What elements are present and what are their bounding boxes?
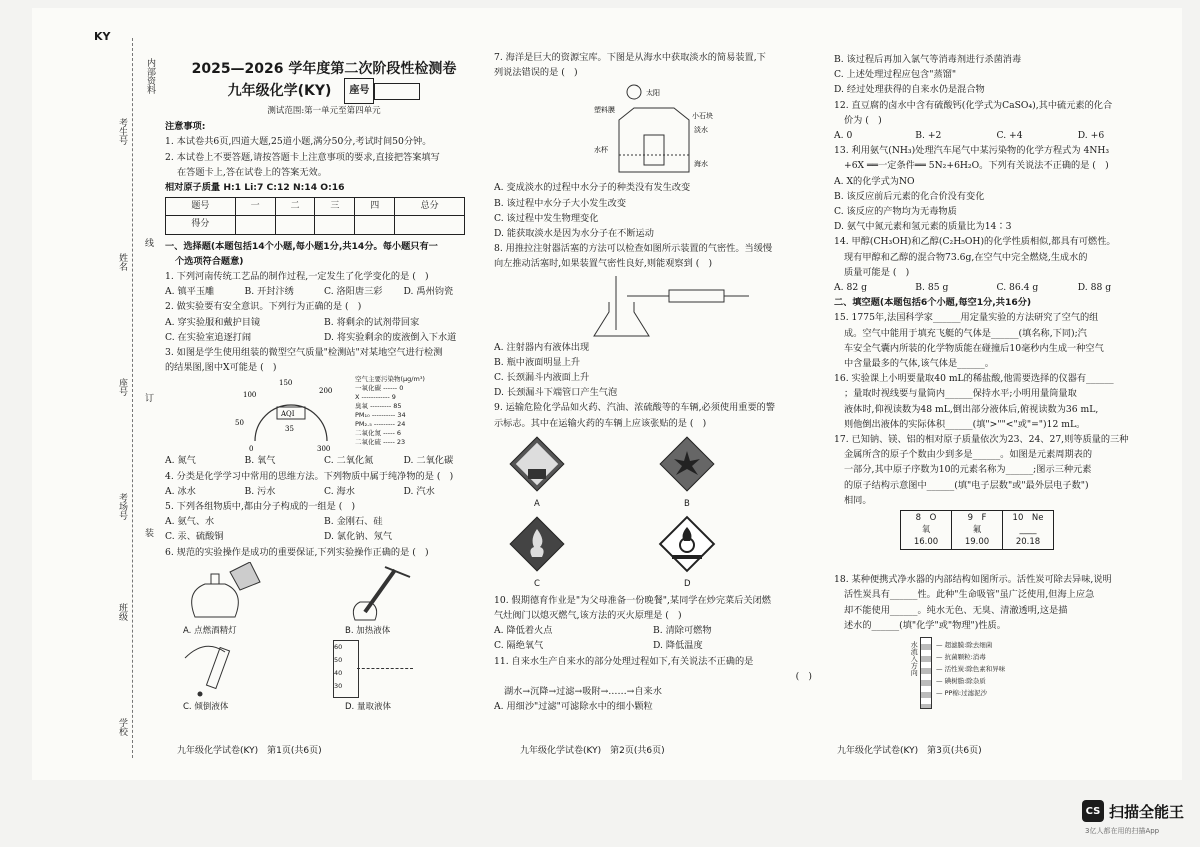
atomic-masses: 相对原子质量 H:1 Li:7 C:12 N:14 O:16 — [165, 182, 345, 194]
syringe-flask-apparatus — [589, 272, 759, 340]
measuring-cylinder-figure — [333, 640, 359, 698]
option: C. 二氧化氮 — [324, 455, 374, 467]
q8-option-c: C. 长颈漏斗内液面上升 — [494, 372, 590, 384]
score-cell — [235, 216, 275, 234]
element-name: 氧 — [921, 525, 931, 536]
gauge-tick: 300 — [317, 445, 331, 454]
gauge-tick: 200 — [319, 387, 333, 396]
water-treatment-flow: 湖水→沉降→过滤→吸附→……→自来水 — [504, 686, 662, 698]
hazard-sign-oxidizer-icon — [656, 513, 718, 575]
element-number: 10 Ne — [1012, 513, 1044, 524]
binding-label-school: 学校 — [117, 718, 127, 736]
q7-option-c: C. 该过程中发生物理变化 — [494, 212, 599, 224]
option: B. +2 — [915, 130, 942, 142]
question-18-cont3: 述水的______(填"化学"或"物理")性质。 — [844, 619, 1006, 631]
question-11: 11. 自来水生产自来水的部分处理过程如下,有关说法不正确的是 — [494, 655, 754, 667]
question-17-cont: 金属所含的原子个数由少到多是______。如图是元素周期表的 — [844, 449, 1093, 461]
question-10-options — [494, 623, 812, 638]
question-1: 1. 下列河南传统工艺品的制作过程,一定发生了化学变化的是 ( ) — [165, 271, 429, 283]
hazard-signs — [494, 431, 812, 593]
sign-label-c: C — [534, 578, 540, 589]
aqi-gauge — [235, 375, 345, 453]
element-cell-oxygen — [901, 511, 952, 550]
binding-label-class: 班级 — [117, 603, 127, 621]
note-2: 2. 本试卷上不要答题,请按答题卡上注意事项的要求,直接把答案填写 — [165, 151, 440, 163]
question-15-cont: 成。空气中能用于填充飞艇的气体是______(填名称,下同);汽 — [844, 327, 1087, 339]
element-cell-neon — [1003, 511, 1054, 550]
binding-mark-zhuang: 装 — [143, 528, 153, 537]
question-8: 8. 用推拉注射器活塞的方法可以检查如图所示装置的气密性。当缓慢 — [494, 243, 773, 255]
question-17-cont2: 一部分,其中原子序数为10的元素名称为______;图示三种元素 — [844, 464, 1092, 476]
score-header-cell: 总分 — [395, 198, 465, 216]
legend-title: 空气主要污染物(μg/m³) — [355, 375, 425, 384]
desalination-apparatus — [594, 80, 734, 180]
notes-heading: 注意事项: — [165, 121, 206, 133]
question-14: 14. 甲醇(CH₃OH)和乙醇(C₂H₅OH)的化学性质相似,都具有可燃性。 — [834, 236, 1116, 248]
legend-row: PM₂.₅ --------- 24 — [355, 420, 406, 429]
option: A. 降低着火点 — [494, 625, 553, 637]
option: B. 将剩余的试剂带回家 — [324, 316, 420, 328]
score-header-cell: 四 — [355, 198, 395, 216]
question-5-options — [165, 514, 483, 529]
page-1-footer: 九年级化学试卷(KY) 第1页(共6页) — [177, 746, 322, 756]
page-1-column — [165, 60, 483, 710]
question-11-paren: ( ) — [795, 670, 812, 682]
question-7-cont: 列说法错误的是 ( ) — [494, 67, 578, 79]
app-badge-icon: CS — [1082, 800, 1104, 822]
question-9-cont: 示标志。其中在运输火药的车辆上应该张贴的是 ( ) — [494, 417, 707, 429]
legend-row: 二氧化氮 ----- 6 — [355, 429, 402, 438]
question-10-cont: 气灶阀门以熄灭燃气,该方法的灭火原理是 ( ) — [494, 610, 682, 622]
exam-subtitle: 九年级化学(KY) 座号 — [165, 78, 483, 104]
question-2-options — [165, 315, 483, 330]
q7-option-d: D. 能获取淡水是因为水分子在不断运动 — [494, 228, 654, 240]
cylinder-tick: 40 — [334, 668, 343, 677]
binding-label-seat: 座号 — [117, 378, 127, 396]
option: B. 氧气 — [244, 455, 276, 467]
legend-row: 一氧化碳 ------ 0 — [355, 384, 404, 393]
page-3-column — [834, 52, 1159, 713]
score-header-cell: 三 — [315, 198, 355, 216]
score-table — [165, 197, 465, 234]
question-2: 2. 做实验要有安全意识。下列行为正确的是 ( ) — [165, 301, 362, 313]
score-header-cell: 一 — [235, 198, 275, 216]
filter-layer-labels — [936, 639, 1005, 699]
question-13: 13. 利用氨气(NH₃)处理汽车尾气中某污染物的化学方程式为 4NH₃ — [834, 145, 1110, 157]
question-15: 15. 1775年,法国科学家______用定量实验的方法研究了空气的组 — [834, 312, 1099, 324]
question-9: 9. 运输危险化学品如火药、汽油、浓硫酸等的车辆,必须使用重要的警 — [494, 402, 776, 414]
question-18: 18. 某种便携式净水器的内部结构如图所示。活性炭可除去异味,说明 — [834, 574, 1112, 586]
question-14-cont: 现有甲醇和乙醇的混合物73.6g,在空气中完全燃烧,生成水的 — [844, 251, 1088, 263]
q8-option-d: D. 长颈漏斗下端管口产生气泡 — [494, 387, 618, 399]
cylinder-tick: 30 — [334, 681, 343, 690]
element-mass: 16.00 — [913, 537, 939, 548]
score-header-cell: 题号 — [166, 198, 236, 216]
seat-box — [374, 83, 420, 100]
question-4-options — [165, 484, 483, 499]
score-header-cell: 二 — [275, 198, 315, 216]
question-5: 5. 下列各组物质中,都由分子构成的一组是 ( ) — [165, 501, 356, 513]
question-16: 16. 实验课上小明要量取40 mL的稀盐酸,他需要选择的仪器有______ — [834, 373, 1114, 385]
question-12-options — [834, 128, 1159, 143]
question-17: 17. 已知钠、镁、铝的相对原子质量依次为23、24、27,则等质量的三种 — [834, 434, 1129, 446]
filter-tube — [920, 637, 932, 709]
question-6: 6. 规范的实验操作是成功的重要保证,下列实验操作正确的是 ( ) — [165, 546, 429, 558]
option: D. 将实验剩余的废液倒入下水道 — [324, 331, 457, 343]
cylinder-tick: 60 — [334, 642, 343, 651]
score-row-label: 得分 — [166, 216, 236, 234]
q6-figures — [165, 560, 483, 710]
desalination-figure — [494, 80, 812, 180]
gauge-value: 35 — [285, 425, 294, 434]
hazard-sign-flammable-icon — [506, 513, 568, 575]
question-16-cont3: 则他倒出液体的实际体积______(填">""<"或"=")12 mL。 — [844, 418, 1086, 430]
filter-layer: — 抗菌颗粒:消毒 — [936, 652, 986, 661]
section-1-heading: 一、选择题(本题包括14个小题,每小题1分,共14分。每小题只有一 — [165, 240, 438, 252]
option: C. +4 — [996, 130, 1023, 142]
score-cell — [395, 216, 465, 234]
question-16-cont: ；量取时视线要与量筒内______保持水平;小明用量筒量取 — [844, 388, 1077, 400]
figure-label: 水杯 — [594, 146, 608, 155]
q11-option-c: C. 上述处理过程应包含"蒸馏" — [834, 69, 957, 81]
q13-option-b: B. 该反应前后元素的化合价没有变化 — [834, 190, 985, 202]
scanner-app-logo — [1082, 800, 1184, 822]
option: A. 镇平玉雕 — [165, 286, 215, 298]
q8-option-b: B. 瓶中液面明显上升 — [494, 356, 581, 368]
question-3-cont: 的结果图,图中X可能是 ( ) — [165, 362, 277, 374]
gauge-label: AQI — [281, 410, 295, 419]
seat-label: 座号 — [344, 78, 374, 104]
option-b-caption: B. 加热液体 — [345, 625, 391, 636]
exam-sheet — [32, 8, 1182, 780]
filter-layer: — 超滤膜:除去细菌 — [936, 640, 993, 649]
filter-layer: — 活性炭:除色素和异味 — [936, 664, 1006, 673]
gauge-tick: 150 — [279, 379, 293, 388]
q11-option-a: A. 用细沙"过滤"可滤除水中的细小颗粒 — [494, 701, 653, 713]
binding-mark-ding: 订 — [143, 393, 153, 402]
hazard-sign-corrosive-icon — [506, 433, 568, 495]
element-name-blank: ____ — [1019, 525, 1037, 536]
pollutant-legend — [355, 375, 425, 447]
page-3-footer: 九年级化学试卷(KY) 第3页(共6页) — [837, 746, 982, 756]
option: B. 85 g — [915, 282, 949, 294]
q7-option-a: A. 变成淡水的过程中水分子的种类没有发生改变 — [494, 182, 691, 194]
element-mass: 19.00 — [964, 537, 990, 548]
binding-margin — [94, 38, 164, 758]
heating-liquid-figure — [335, 562, 425, 622]
question-15-cont3: 中含量最多的气体,该气体是______。 — [844, 358, 994, 370]
alcohol-lamp-figure — [175, 562, 265, 622]
question-2-options — [165, 330, 483, 345]
option: C. 海水 — [324, 485, 355, 497]
binding-label-room: 考场号 — [117, 493, 127, 520]
gauge-tick: 100 — [243, 391, 257, 400]
option: C. 在实验室追逐打闹 — [165, 331, 252, 343]
option-a-caption: A. 点燃酒精灯 — [183, 625, 237, 636]
section-1-heading-cont: 个选项符合题意) — [175, 255, 244, 267]
hazard-sign-explosive-icon — [656, 433, 718, 495]
binding-top-note: 内部资料 — [145, 58, 155, 94]
note-1: 1. 本试卷共6页,四道大题,25道小题,满分50分,考试时间50分钟。 — [165, 136, 432, 148]
gauge-tick: 0 — [249, 445, 254, 454]
option: B. 开封汴绣 — [244, 286, 294, 298]
q8-option-a: A. 注射器内有液体出现 — [494, 341, 590, 353]
note-3: 在答题卡上,答在试卷上的答案无效。 — [177, 166, 327, 178]
periodic-table-figure — [834, 508, 1159, 572]
figure-label: 小石块 — [692, 112, 713, 121]
option: D. +6 — [1077, 130, 1105, 142]
option: D. 汽水 — [403, 485, 435, 497]
app-name: 扫描全能王 — [1109, 802, 1185, 821]
air-quality-figure — [165, 375, 483, 453]
option-c-caption: C. 倾倒液体 — [183, 701, 229, 712]
question-12: 12. 直豆腐的卤水中含有硫酸钙(化学式为CaSO₄),其中硫元素的化合 — [834, 99, 1113, 111]
page-2-column — [494, 50, 812, 714]
q7-option-b: B. 该过程中水分子大小发生改变 — [494, 197, 627, 209]
option: D. 禹州钧瓷 — [403, 286, 454, 298]
q13-option-c: C. 该反应的产物均为无毒物质 — [834, 206, 957, 218]
option-d-caption: D. 量取液体 — [345, 701, 391, 712]
water-filter-figure — [834, 633, 1159, 713]
figure-label: 太阳 — [646, 89, 660, 98]
sign-label-a: A — [534, 498, 540, 509]
question-3: 3. 如图是学生使用组装的微型空气质量"检测站"对某地空气进行检测 — [165, 347, 443, 359]
airtightness-figure — [494, 272, 812, 340]
question-16-cont2: 液体时,仰视读数为48 mL,倒出部分液体后,俯视读数为36 mL, — [844, 403, 1099, 415]
sign-label-b: B — [684, 498, 690, 509]
cylinder-tick: 50 — [334, 655, 343, 664]
option: A. 0 — [834, 130, 853, 142]
q11-option-b: B. 该过程后再加入氯气等消毒剂进行杀菌消毒 — [834, 54, 1022, 65]
option: A. 氨气、水 — [165, 516, 215, 528]
option: D. 88 g — [1077, 282, 1112, 294]
figure-label: 淡水 — [694, 126, 708, 135]
question-8-cont: 向左推动活塞时,如果装置气密性良好,则能观察到 ( ) — [494, 258, 713, 270]
legend-row: 二氧化硫 ----- 23 — [355, 438, 406, 447]
question-14-cont2: 质量可能是 ( ) — [844, 266, 910, 278]
question-13-equation: +6X ══一定条件══ 5N₂+6H₂O。下列有关说法不正确的是 ( ) — [844, 160, 1109, 172]
question-4: 4. 分类是化学学习中常用的思维方法。下列物质中属于纯净物的是 ( ) — [165, 470, 454, 482]
option: C. 隔绝氧气 — [494, 640, 544, 652]
question-5-options — [165, 529, 483, 544]
figure-label: 海水 — [694, 160, 708, 169]
score-cell — [275, 216, 315, 234]
question-10-options — [494, 638, 812, 653]
option: B. 清除可燃物 — [653, 625, 712, 637]
legend-row: PM₁₀ ---------- 34 — [355, 411, 406, 420]
option: A. 穿实验服和戴护目镜 — [165, 316, 261, 328]
binding-mark-line: 线 — [143, 238, 153, 247]
exam-title: 2025—2026 学年度第二次阶段性检测卷 — [191, 61, 457, 77]
element-mass: 20.18 — [1015, 537, 1041, 548]
option: D. 二氧化碳 — [403, 455, 454, 467]
score-cell — [355, 216, 395, 234]
filter-layer: — 碘树脂:除杂质 — [936, 676, 986, 685]
q13-option-a: A. X的化学式为NO — [834, 175, 915, 187]
periodic-table-fragment — [900, 510, 1054, 550]
option: C. 86.4 g — [996, 282, 1039, 294]
flow-direction-label: 水流入方向 — [910, 640, 919, 676]
option: C. 洛阳唐三彩 — [324, 286, 383, 298]
question-17-cont4: 相同。 — [844, 494, 872, 506]
question-14-options — [834, 280, 1159, 295]
figure-label: 塑料膜 — [594, 106, 615, 115]
element-cell-fluorine — [952, 511, 1003, 550]
eye-sightline — [357, 668, 413, 669]
page-2-footer: 九年级化学试卷(KY) 第2页(共6页) — [520, 746, 665, 756]
question-12-cont: 价为 ( ) — [844, 114, 882, 126]
option: A. 氮气 — [165, 455, 196, 467]
option: B. 污水 — [244, 485, 276, 497]
question-18-cont: 活性炭具有______性。此种"生命吸管"虽广泛使用,但海上应急 — [844, 589, 1095, 601]
element-number: 8 O — [915, 513, 937, 524]
legend-row: X ------------ 9 — [355, 393, 396, 402]
option: A. 82 g — [834, 282, 867, 294]
question-10: 10. 假期德育作业是"为父母准备一份晚餐",某同学在炒完菜后关闭燃 — [494, 594, 771, 606]
question-7: 7. 海洋是巨大的资源宝库。下图是从海水中获取淡水的简易装置,下 — [494, 52, 766, 63]
corner-code: KY — [94, 30, 111, 43]
question-15-cont2: 车安全气囊内所装的化学物质能在碰撞后10毫秒内生成一种空气 — [844, 342, 1104, 354]
filter-layer: — PP棉:过滤泥沙 — [936, 688, 988, 697]
q13-option-d: D. 氨气中氮元素和氢元素的质量比为14∶3 — [834, 221, 1012, 233]
gauge-tick: 50 — [235, 419, 244, 428]
exam-scope: 测试范围:第一单元至第四单元 — [267, 106, 381, 116]
q11-option-d: D. 经过处理获得的自来水仍是混合物 — [834, 84, 985, 96]
binding-label-name: 姓名 — [117, 253, 127, 271]
pouring-liquid-figure — [175, 638, 265, 698]
element-number: 9 F — [967, 513, 987, 524]
option: A. 冰水 — [165, 485, 196, 497]
question-1-options — [165, 284, 483, 299]
section-2-heading: 二、填空题(本题包括6个小题,每空1分,共16分) — [834, 297, 1032, 309]
binding-label-exam-no: 考生号 — [117, 118, 127, 145]
score-cell — [315, 216, 355, 234]
app-tagline: 3亿人都在用的扫描App — [1085, 827, 1160, 835]
question-3-options — [165, 453, 483, 468]
element-name: 氟 — [972, 525, 982, 536]
option: B. 金刚石、硅 — [324, 516, 383, 528]
question-18-cont2: 却不能使用______。纯水无色、无臭、清澈透明,这是描 — [844, 604, 1068, 616]
question-17-cont3: 的原子结构示意图中______(填"电子层数"或"最外层电子数") — [844, 479, 1089, 491]
option: D. 降低温度 — [653, 640, 703, 652]
sign-label-d: D — [684, 578, 691, 589]
option: C. 汞、硫酸铜 — [165, 531, 224, 543]
legend-row: 臭氧 --------- 85 — [355, 402, 402, 411]
option: D. 氯化钠、氖气 — [324, 531, 393, 543]
